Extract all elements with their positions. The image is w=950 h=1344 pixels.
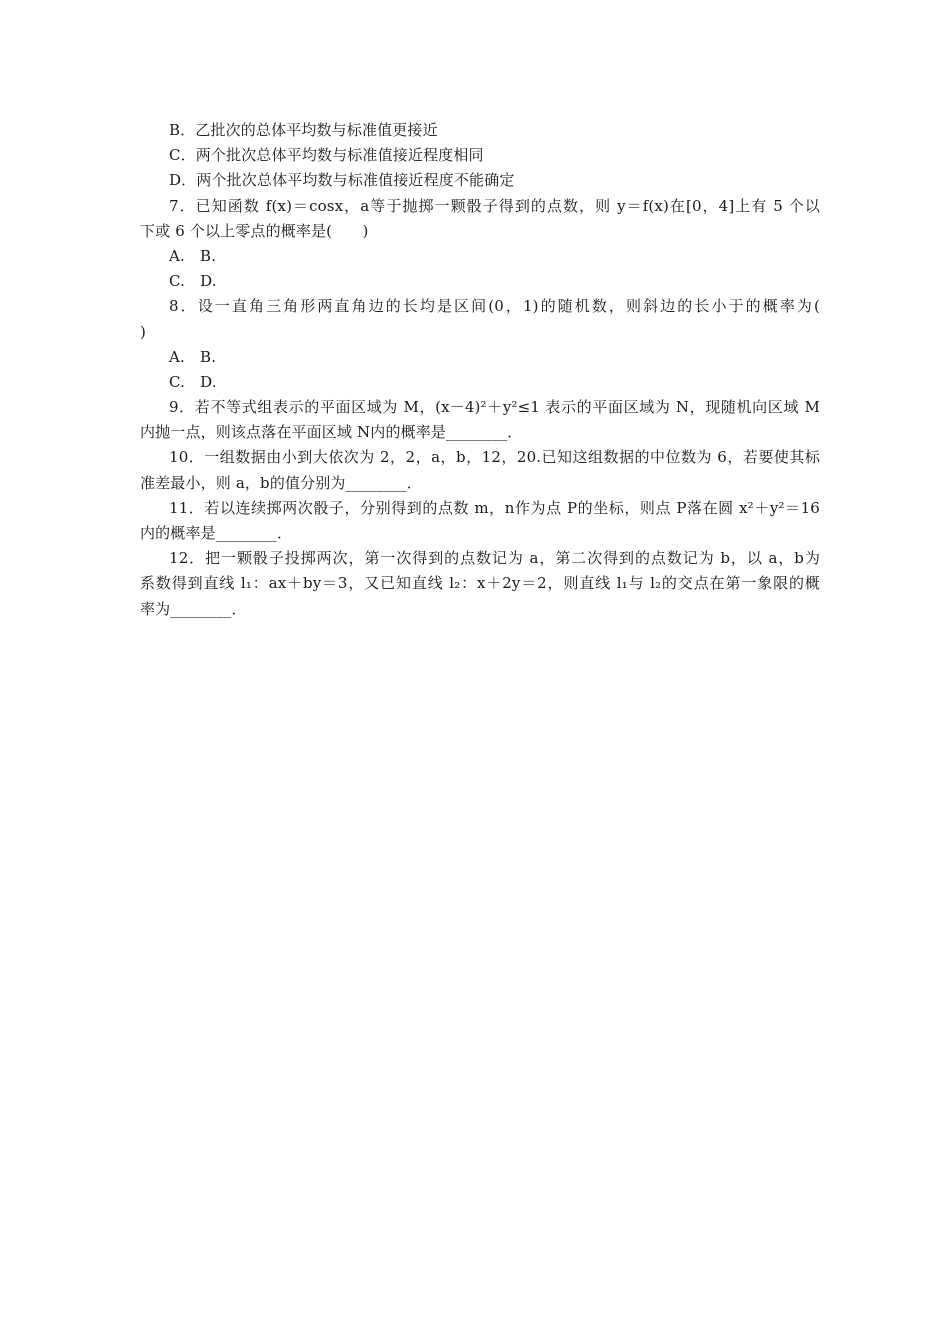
question-12-line: 率为________． (140, 599, 247, 618)
answer-options-line: A. B. (169, 246, 217, 265)
question-8-line: 8．设一直角三角形两直角边的长均是区间(0，1)的随机数，则斜边的长小于的概率为( (169, 297, 820, 316)
question-11-line: 11．若以连续掷两次骰子，分别得到的点数 m，n作为点 P的坐标，则点 P落在圆 x²＋y²＝16 (169, 498, 820, 517)
question-7-line: 下或 6 个以上零点的概率是( ) (140, 221, 369, 240)
question-9-line: 9．若不等式组表示的平面区域为 M，(x－4)²＋y²≤1 表示的平面区域为 N，现随机向区域 M (169, 398, 820, 417)
question-12-line: 系数得到直线 l₁：ax＋by＝3，又已知直线 l₂：x＋2y＝2，则直线 l₁与 l₂的交点在第一象限的概 (140, 574, 820, 593)
answer-options-line: A. B. (169, 347, 217, 366)
text-line: C．两个批次总体平均数与标准值接近程度相同 (169, 146, 484, 165)
question-8-line: ) (140, 322, 147, 341)
question-9-line: 内抛一点，则该点落在平面区域 N内的概率是________． (140, 423, 523, 442)
text-line: B．乙批次的总体平均数与标准值更接近 (169, 121, 438, 139)
document-body (140, 118, 820, 622)
question-7-line: 7．已知函数 f(x)＝cosx，a等于抛掷一颗骰子得到的点数，则 y＝f(x)在[0，4]上有 5 个以 (169, 196, 820, 215)
question-10-line: 准差最小，则 a，b的值分别为________． (140, 473, 422, 492)
answer-options-line: C. D. (169, 272, 217, 291)
question-12-line: 12．把一颗骰子投掷两次，第一次得到的点数记为 a，第二次得到的点数记为 b，以 a，b为 (169, 549, 820, 568)
question-10-line: 10．一组数据由小到大依次为 2，2，a，b，12，20.已知这组数据的中位数为 6，若要使其标 (169, 448, 820, 467)
question-11-line: 内的概率是________． (140, 524, 293, 542)
answer-options-line: C. D. (169, 372, 217, 391)
text-line: D．两个批次总体平均数与标准值接近程度不能确定 (169, 171, 515, 190)
